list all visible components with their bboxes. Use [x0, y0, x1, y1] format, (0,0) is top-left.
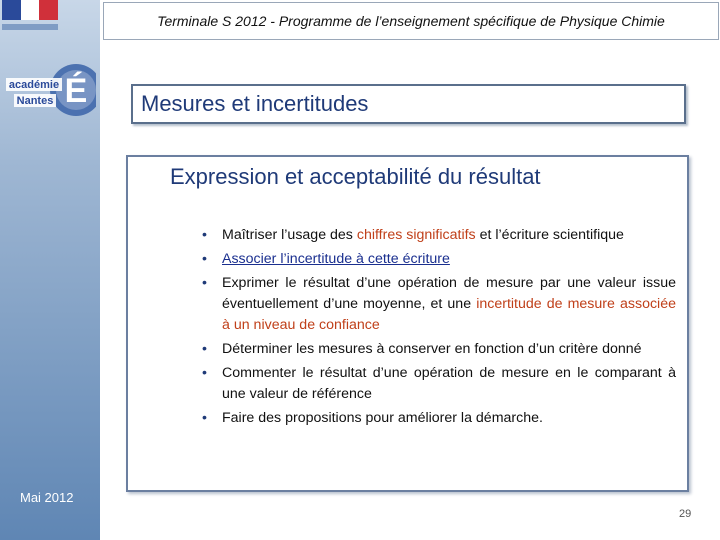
highlight-text: incertitude de mesure associée à un niveau de confiance: [222, 296, 676, 333]
bullet-icon: •: [202, 275, 207, 291]
bullet-icon: •: [202, 410, 207, 426]
page-number: 29: [679, 508, 692, 520]
sidebar: [0, 0, 100, 540]
slide-header-title: Terminale S 2012 - Programme de l’enseignement spécifique de Physique Chimie: [103, 2, 719, 40]
list-item: • Déterminer les mesures à conserver en fonction d’un critère donné: [202, 339, 676, 360]
link-text[interactable]: Associer l’incertitude à cette écriture: [222, 251, 450, 267]
list-item: • Exprimer le résultat d’une opération de mesure par une valeur issue éventuellement d’une moyenne, et une incertitude de mesure associée à un niveau de confiance: [202, 275, 676, 333]
list-item: • Commenter le résultat d’une opération de mesure en le comparant à une valeur de référence: [202, 365, 676, 402]
academie-nantes-logo: [6, 60, 96, 122]
list-item[interactable]: [202, 249, 676, 270]
list-item: • Maîtriser l’usage des chiffres significatifs et l’écriture scientifique: [202, 225, 676, 246]
ministry-logo-caption: [2, 24, 58, 30]
highlight-text: chiffres significatifs: [356, 227, 476, 243]
logo-line-1: académie: [8, 79, 60, 91]
bullet-icon: •: [202, 365, 207, 381]
list-item: • Faire des propositions pour améliorer la démarche.: [202, 408, 676, 429]
date-label: Mai 2012: [20, 490, 74, 505]
bullet-icon: •: [202, 251, 207, 267]
content-subtitle: Expression et acceptabilité du résultat: [170, 164, 541, 189]
bullet-icon: •: [202, 341, 207, 357]
logo-line-2: Nantes: [16, 95, 54, 107]
section-title: Mesures et incertitudes: [131, 84, 686, 124]
bullet-list: [202, 225, 676, 432]
bullet-icon: •: [202, 227, 207, 243]
republique-flag-logo: [2, 0, 58, 20]
logo-letter: É: [64, 72, 88, 110]
